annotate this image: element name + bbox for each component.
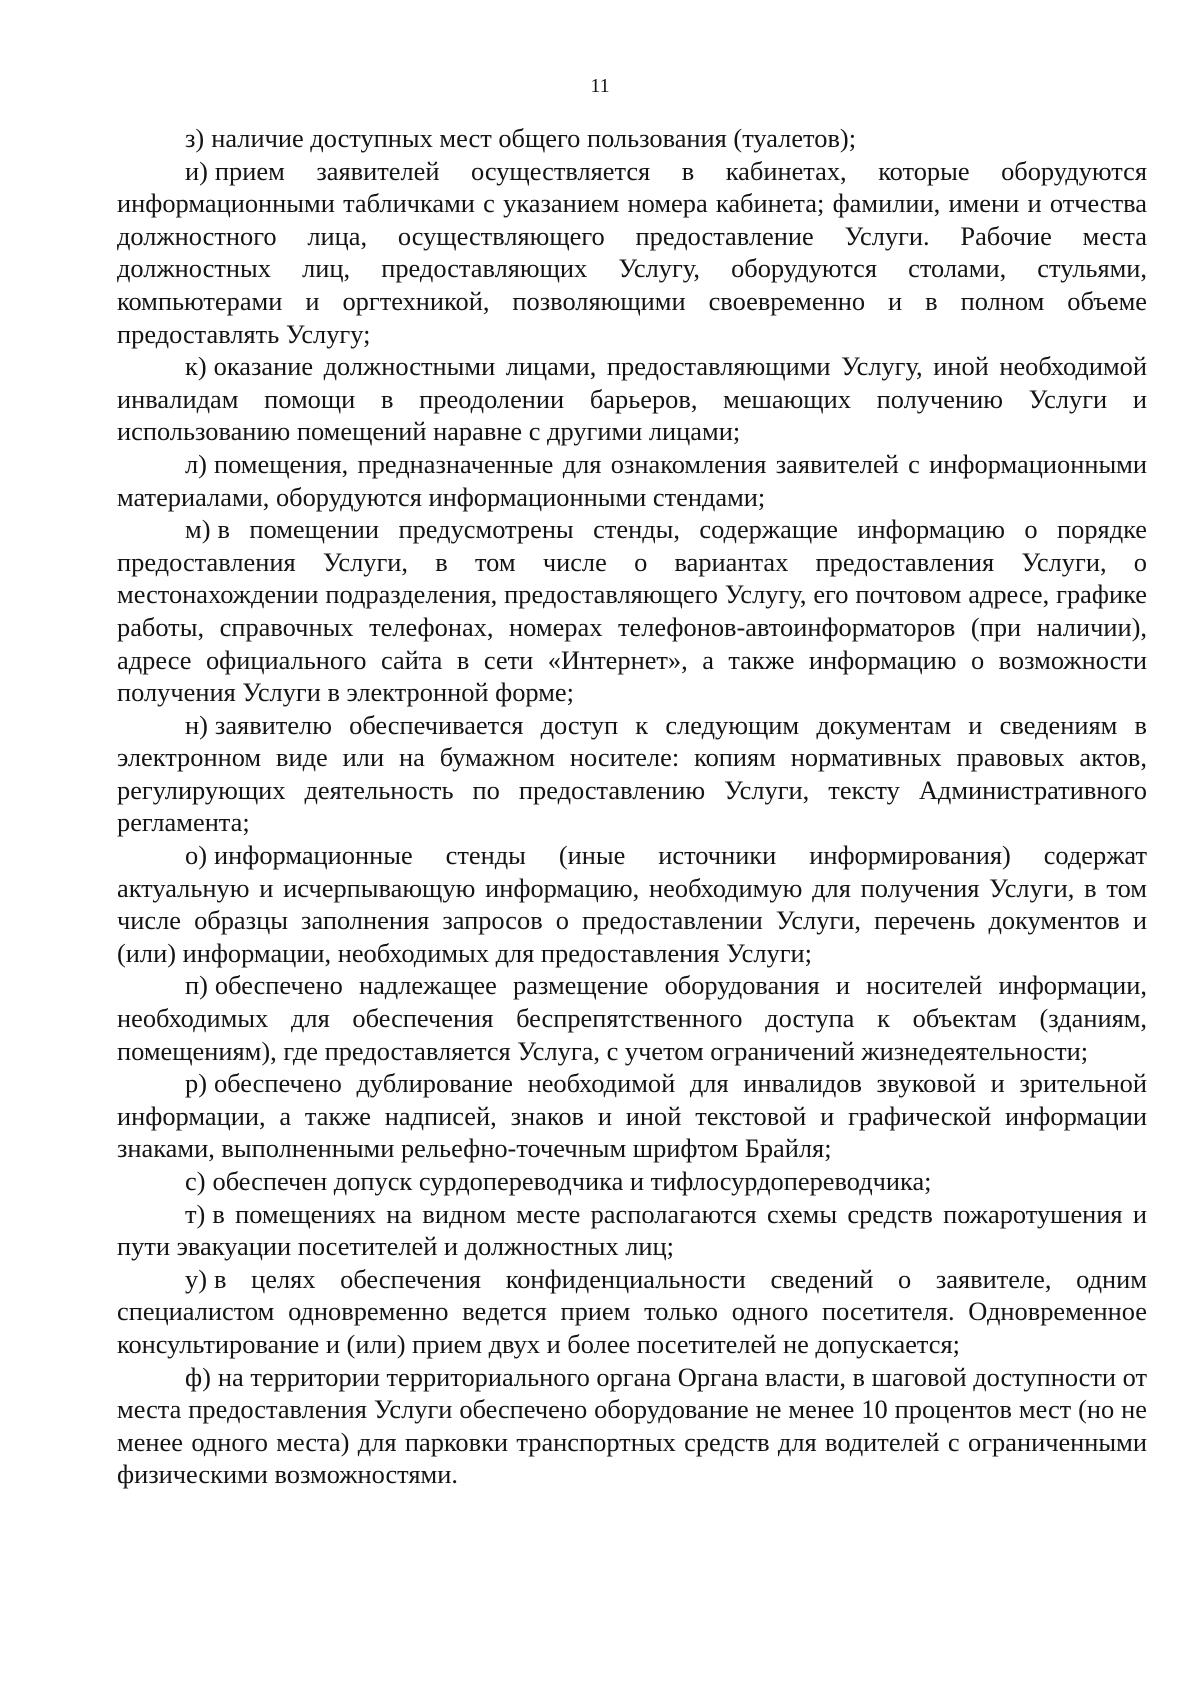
paragraph-r <box>117 1067 1147 1165</box>
item-marker: р) <box>185 1068 207 1099</box>
item-text: оказание должностными лицами, предоставляющими Услугу, иной необходимой инвалидам помощи в преодолении барьеров, мешающих получению Услуги и использованию помещений наравне с другими лицами; <box>117 351 1147 447</box>
paragraph-t <box>117 1198 1147 1263</box>
paragraph-n <box>117 709 1147 839</box>
paragraph-i <box>117 155 1147 351</box>
item-text: наличие доступных мест общего пользования (туалетов); <box>211 123 857 153</box>
item-text: заявителю обеспечивается доступ к следующим документам и сведениям в электронном виде или на бумажном носителе: копиям нормативных правовых актов, регулирующих деятельность по предоставлению Услуги, тексту Административного регламента; <box>117 709 1147 838</box>
paragraph-m <box>117 513 1147 709</box>
item-text: на территории территориального органа Органа власти, в шаговой доступности от места предоставления Услуги обеспечено оборудование не менее 10 процентов мест (но не менее одного места) для парковки транспортных средств для водителей с ограниченными физическими возможностями. <box>117 1361 1148 1490</box>
page-number: 11 <box>590 75 610 97</box>
paragraph-o <box>117 839 1147 969</box>
item-marker: н) <box>185 709 208 740</box>
item-text: в помещениях на видном месте располагаются схемы средств пожаротушения и пути эвакуации посетителей и должностных лиц; <box>117 1198 1147 1262</box>
paragraph-p <box>117 969 1147 1067</box>
item-marker: о) <box>185 840 207 871</box>
item-text: прием заявителей осуществляется в кабинетах, которые оборудуются информационными табличками с указанием номера кабинета; фамилии, имени и отчества должностного лица, осуществляющего предоставление Услуги. Рабочие места должностных лиц, предоставляющих Услугу, оборудуются столами, стульями, компьютерами и оргтехникой, позволяющими своевременно и в полном объеме предоставлять Услугу; <box>117 155 1147 349</box>
paragraph-f <box>117 1361 1147 1491</box>
item-text: в помещении предусмотрены стенды, содержащие информацию о порядке предоставления Услуги, в том числе о вариантах предоставления Услуги, о местонахождении подразделения, предоставляющего Услугу, его почтовом адресе, графике работы, справочных телефонах, номерах телефонов-автоинформаторов (при наличии), адресе официального сайта в сети «Интернет», а также информацию о возможности получения Услуги в электронной форме; <box>117 514 1147 708</box>
item-marker: к) <box>185 351 207 382</box>
item-text: обеспечено надлежащее размещение оборудования и носителей информации, необходимых для обеспечения беспрепятственного доступа к объектам (зданиям, помещениям), где предоставляется Услуга, с учетом ограничений жизнедеятельности; <box>117 970 1147 1066</box>
item-marker: с) <box>185 1166 206 1196</box>
paragraph-u <box>117 1263 1147 1361</box>
item-marker: и) <box>185 155 208 186</box>
item-text: помещения, предназначенные для ознакомления заявителей с информационными материалами, оборудуются информационными стендами; <box>117 448 1147 512</box>
paragraph-z <box>117 122 1147 155</box>
item-marker: ф) <box>185 1361 211 1392</box>
paragraph-l <box>117 448 1147 513</box>
item-marker: з) <box>185 123 205 153</box>
document-body <box>117 122 1147 1491</box>
item-marker: т) <box>185 1198 206 1229</box>
item-text: обеспечено дублирование необходимой для инвалидов звуковой и зрительной информации, а также надписей, знаков и иной текстовой и графической информации знаками, выполненными рельефно-точечным шрифтом Брайля; <box>117 1068 1147 1164</box>
item-text: обеспечен допуск сурдопереводчика и тифлосурдопереводчика; <box>212 1166 932 1196</box>
item-marker: у) <box>185 1263 207 1294</box>
paragraph-k <box>117 350 1147 448</box>
item-text: в целях обеспечения конфиденциальности сведений о заявителе, одним специалистом одновременно ведется прием только одного посетителя. Одновременное консультирование и (или) прием двух и более посетителей не допускается; <box>117 1263 1147 1359</box>
item-text: информационные стенды (иные источники информирования) содержат актуальную и исчерпывающую информацию, необходимую для получения Услуги, в том числе образцы заполнения запросов о предоставлении Услуги, перечень документов и (или) информации, необходимых для предоставления Услуги; <box>117 840 1147 968</box>
item-marker: л) <box>185 448 207 479</box>
item-marker: п) <box>185 970 208 1001</box>
item-marker: м) <box>185 514 211 545</box>
paragraph-s <box>117 1165 1147 1198</box>
